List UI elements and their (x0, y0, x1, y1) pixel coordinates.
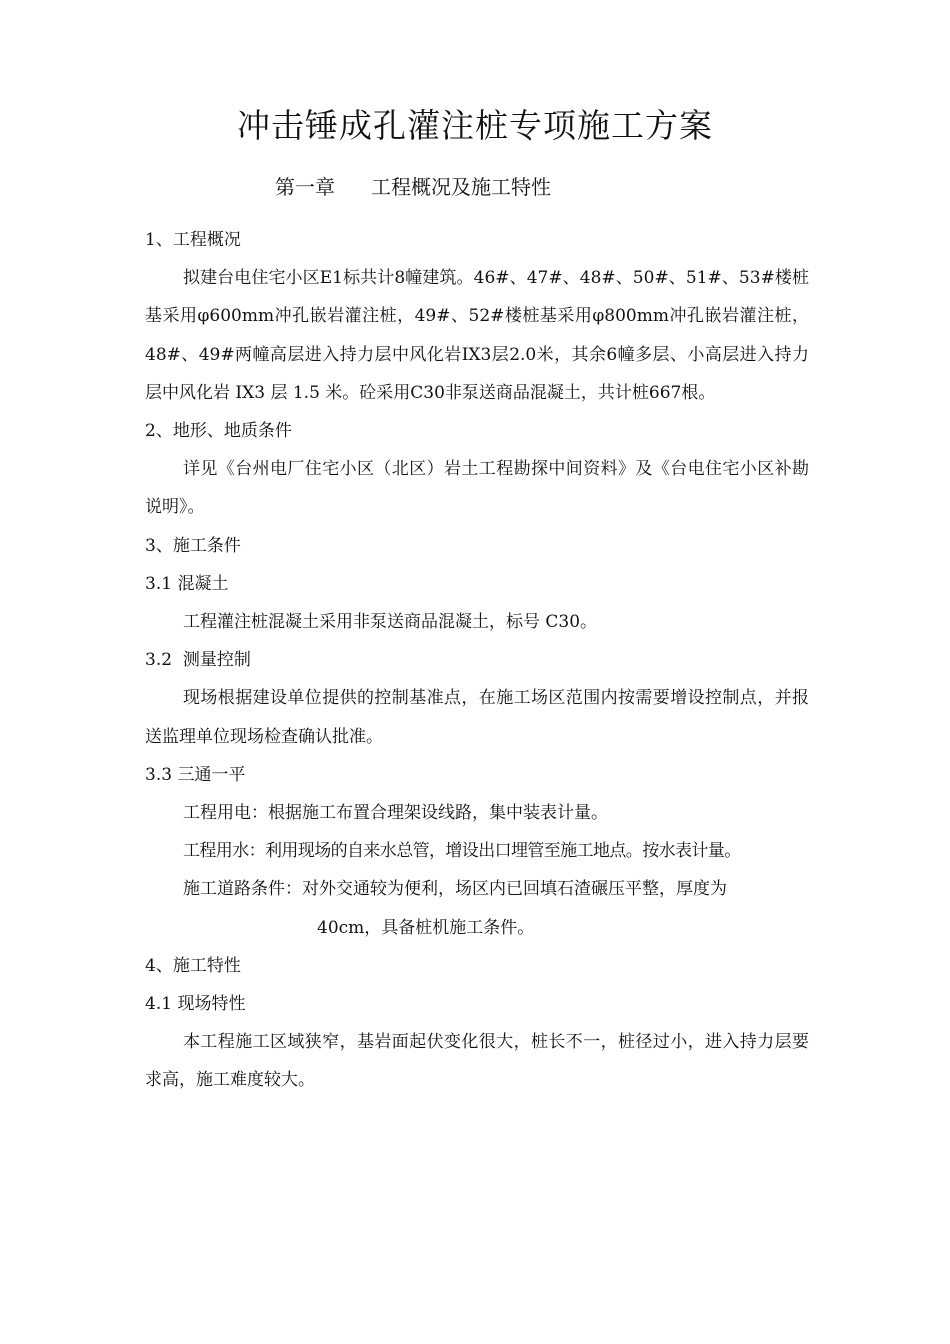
section-3-1-heading: 3.1 混凝土 (145, 573, 229, 594)
section-3-2-paragraph: 现场根据建设单位提供的控制基准点，在施工场区范围内按需要增设控制点，并报送监理单位现场检查确认批准。 (145, 688, 809, 747)
section-4-1-heading: 4.1 现场特性 (145, 994, 246, 1015)
road-conditions-continuation: 40cm，具备桩机施工条件。 (317, 917, 535, 938)
section-4-1-paragraph: 本工程施工区域狭窄，基岩面起伏变化很大，桩长不一，桩径过小，进入持力层要求高，施工难度较大。 (145, 1032, 809, 1091)
section-1-heading: 1、工程概况 (145, 230, 241, 250)
chapter-number: 第一章 (275, 175, 335, 199)
section-3-1-paragraph: 工程灌注桩混凝土采用非泵送商品混凝土，标号 C30。 (183, 612, 598, 633)
section-1-paragraph: 拟建台电住宅小区E1标共计8幢建筑。46#、47#、48#、50#、51#、53#楼桩基采用φ600mm冲孔嵌岩灌注桩，49#、52#楼桩基采用φ800mm冲孔嵌岩灌注桩，48#、49#两幢高层进入持力层中风化岩IX3层2.0米，其余6幢多层、小高层进入持力层中风化岩 IX3 层 1.5 米。砼采用C30非泵送商品混凝土，共计桩667根。 (145, 268, 809, 403)
document-body (145, 221, 809, 1100)
section-3-2-heading: 3.2 测量控制 (145, 650, 251, 671)
section-3-3-heading: 3.3 三通一平 (145, 764, 246, 785)
section-2-paragraph: 详见《台州电厂住宅小区（北区）岩土工程勘探中间资料》及《台电住宅小区补勘说明》。 (145, 459, 809, 518)
chapter-name: 工程概况及施工特性 (371, 175, 551, 199)
document-title: 冲击锤成孔灌注桩专项施工方案 (237, 106, 713, 145)
section-2-heading: 2、地形、地质条件 (145, 421, 292, 442)
section-3-heading: 3、施工条件 (145, 535, 241, 556)
section-4-heading: 4、施工特性 (145, 955, 241, 976)
chapter-heading (275, 170, 551, 204)
water-supply-paragraph: 工程用水：利用现场的自来水总管，增设出口埋管至施工地点。按水表计量。 (183, 841, 741, 862)
power-supply-paragraph: 工程用电：根据施工布置合理架设线路，集中装表计量。 (183, 803, 608, 824)
road-conditions-paragraph: 施工道路条件：对外交通较为便利，场区内已回填石渣碾压平整，厚度为 (183, 879, 727, 900)
